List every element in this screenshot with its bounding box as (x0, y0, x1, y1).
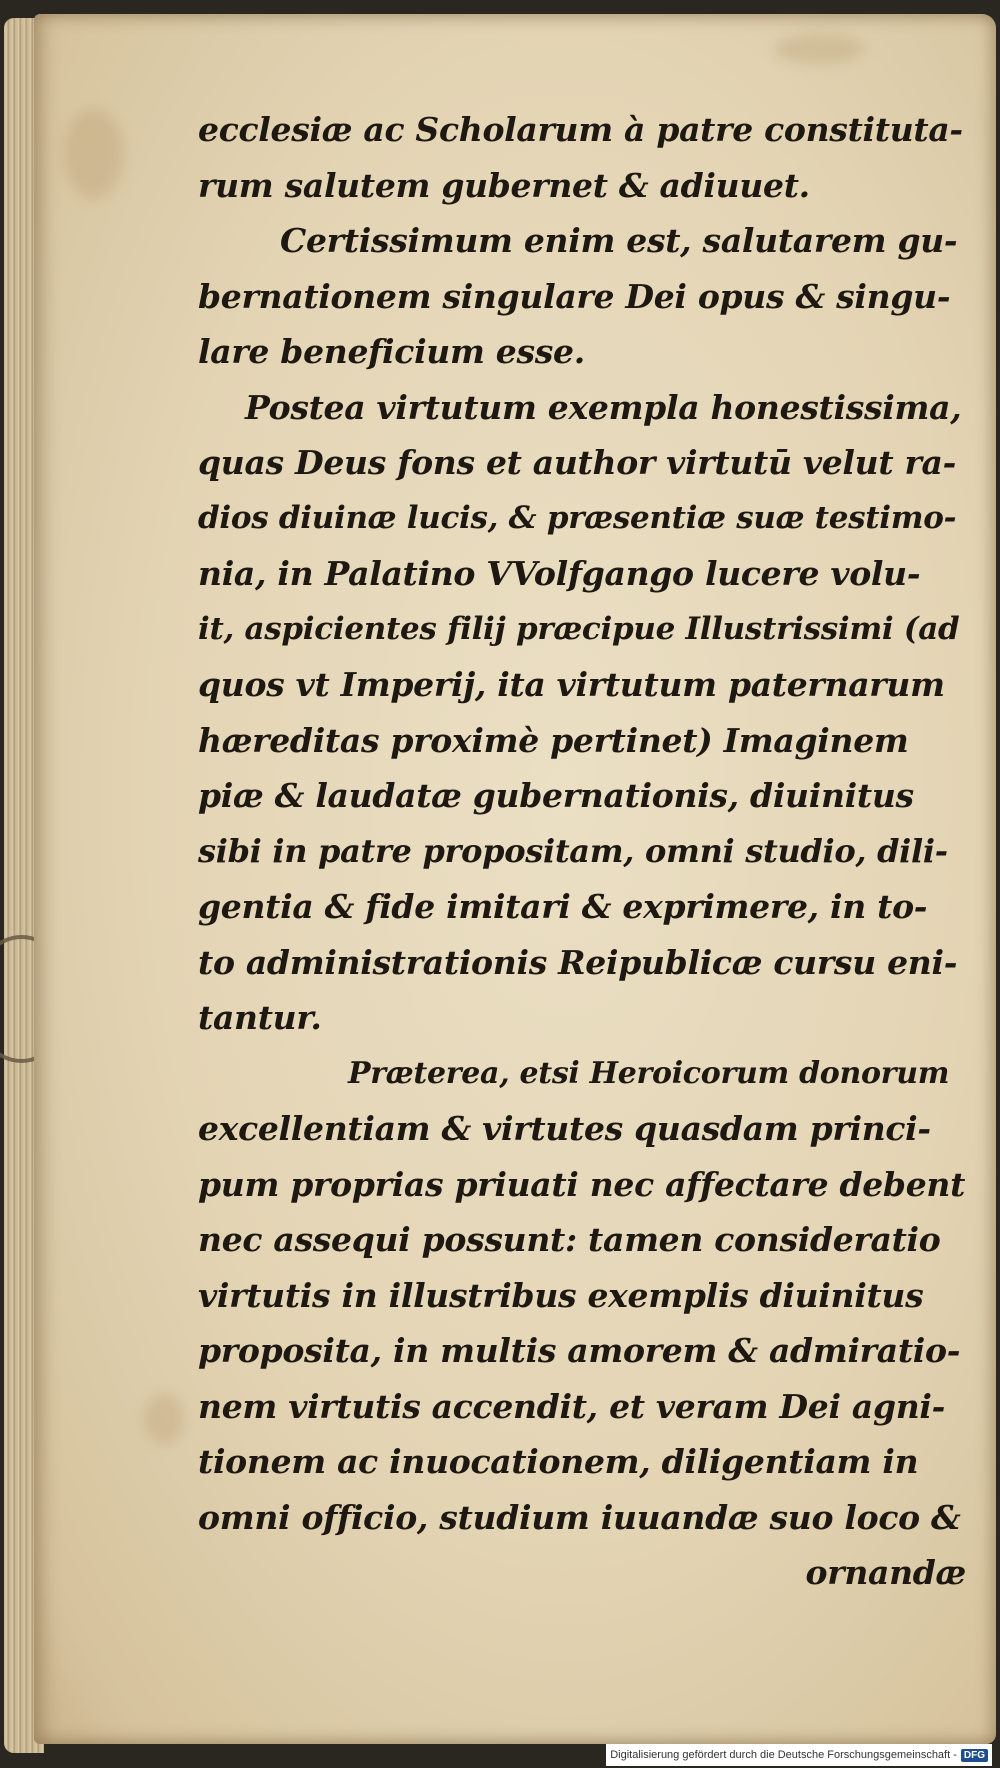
text-line: sibi in patre propositam, omni studio, dili- (198, 831, 948, 870)
text-line: Postea virtutum exempla honestissima, (245, 387, 962, 427)
text-line: rum salutem gubernet & adiuuet. (198, 165, 810, 205)
text-line: dios diuinæ lucis, & præsentiæ suæ testimo- (198, 499, 957, 536)
text-line: excellentiam & virtutes quasdam princi- (198, 1109, 931, 1148)
footer-text: Digitalisierung gefördert durch die Deutsche Forschungsgemeinschaft - (610, 1749, 957, 1761)
text-line: ecclesiæ ac Scholarum à patre constituta- (198, 110, 963, 149)
text-line: nem virtutis accendit, et veram Dei agni- (198, 1386, 946, 1426)
text-line: hæreditas proximè pertinet) Imaginem (198, 720, 909, 760)
stain (64, 109, 124, 199)
text-line: virtutis in illustribus exemplis diuinitus (198, 1275, 924, 1315)
text-line: quos vt Imperij, ita virtutum paternarum (198, 665, 945, 704)
text-line: gentia & fide imitari & exprimere, in to- (198, 887, 928, 926)
stain (774, 34, 864, 64)
digitization-footer (606, 1744, 992, 1766)
text-line: nec assequi possunt: tamen consideratio (198, 1220, 941, 1259)
text-line: it, aspicientes filij præcipue Illustrissimi (ad (198, 610, 960, 647)
text-line: nia, in Palatino VVolfgango lucere volu- (198, 554, 921, 593)
text-line: Certissimum enim est, salutarem gu- (280, 221, 958, 260)
text-line: tantur. (198, 998, 322, 1037)
page-text (198, 102, 968, 1601)
dfg-logo-icon: DFG (961, 1749, 988, 1762)
stain (144, 1394, 184, 1444)
text-line: piæ & laudatæ gubernationis, diuinitus (198, 776, 914, 815)
text-line: to administrationis Reipublicæ cursu eni- (198, 942, 958, 982)
text-line: Præterea, etsi Heroicorum donorum (348, 1055, 950, 1091)
text-line: tionem ac inuocationem, diligentiam in (198, 1442, 919, 1481)
text-line: quas Deus fons et author virtutū velut ra- (198, 443, 957, 482)
text-line: proposita, in multis amorem & admiratio- (198, 1331, 961, 1370)
catchword: ornandæ (805, 1553, 966, 1592)
text-line: lare beneficium esse. (198, 332, 585, 371)
text-line: bernationem singulare Dei opus & singu- (198, 276, 951, 316)
text-line: pum proprias priuati nec affectare debent (198, 1164, 966, 1204)
text-line: omni officio, studium iuuandæ suo loco & (198, 1497, 961, 1537)
